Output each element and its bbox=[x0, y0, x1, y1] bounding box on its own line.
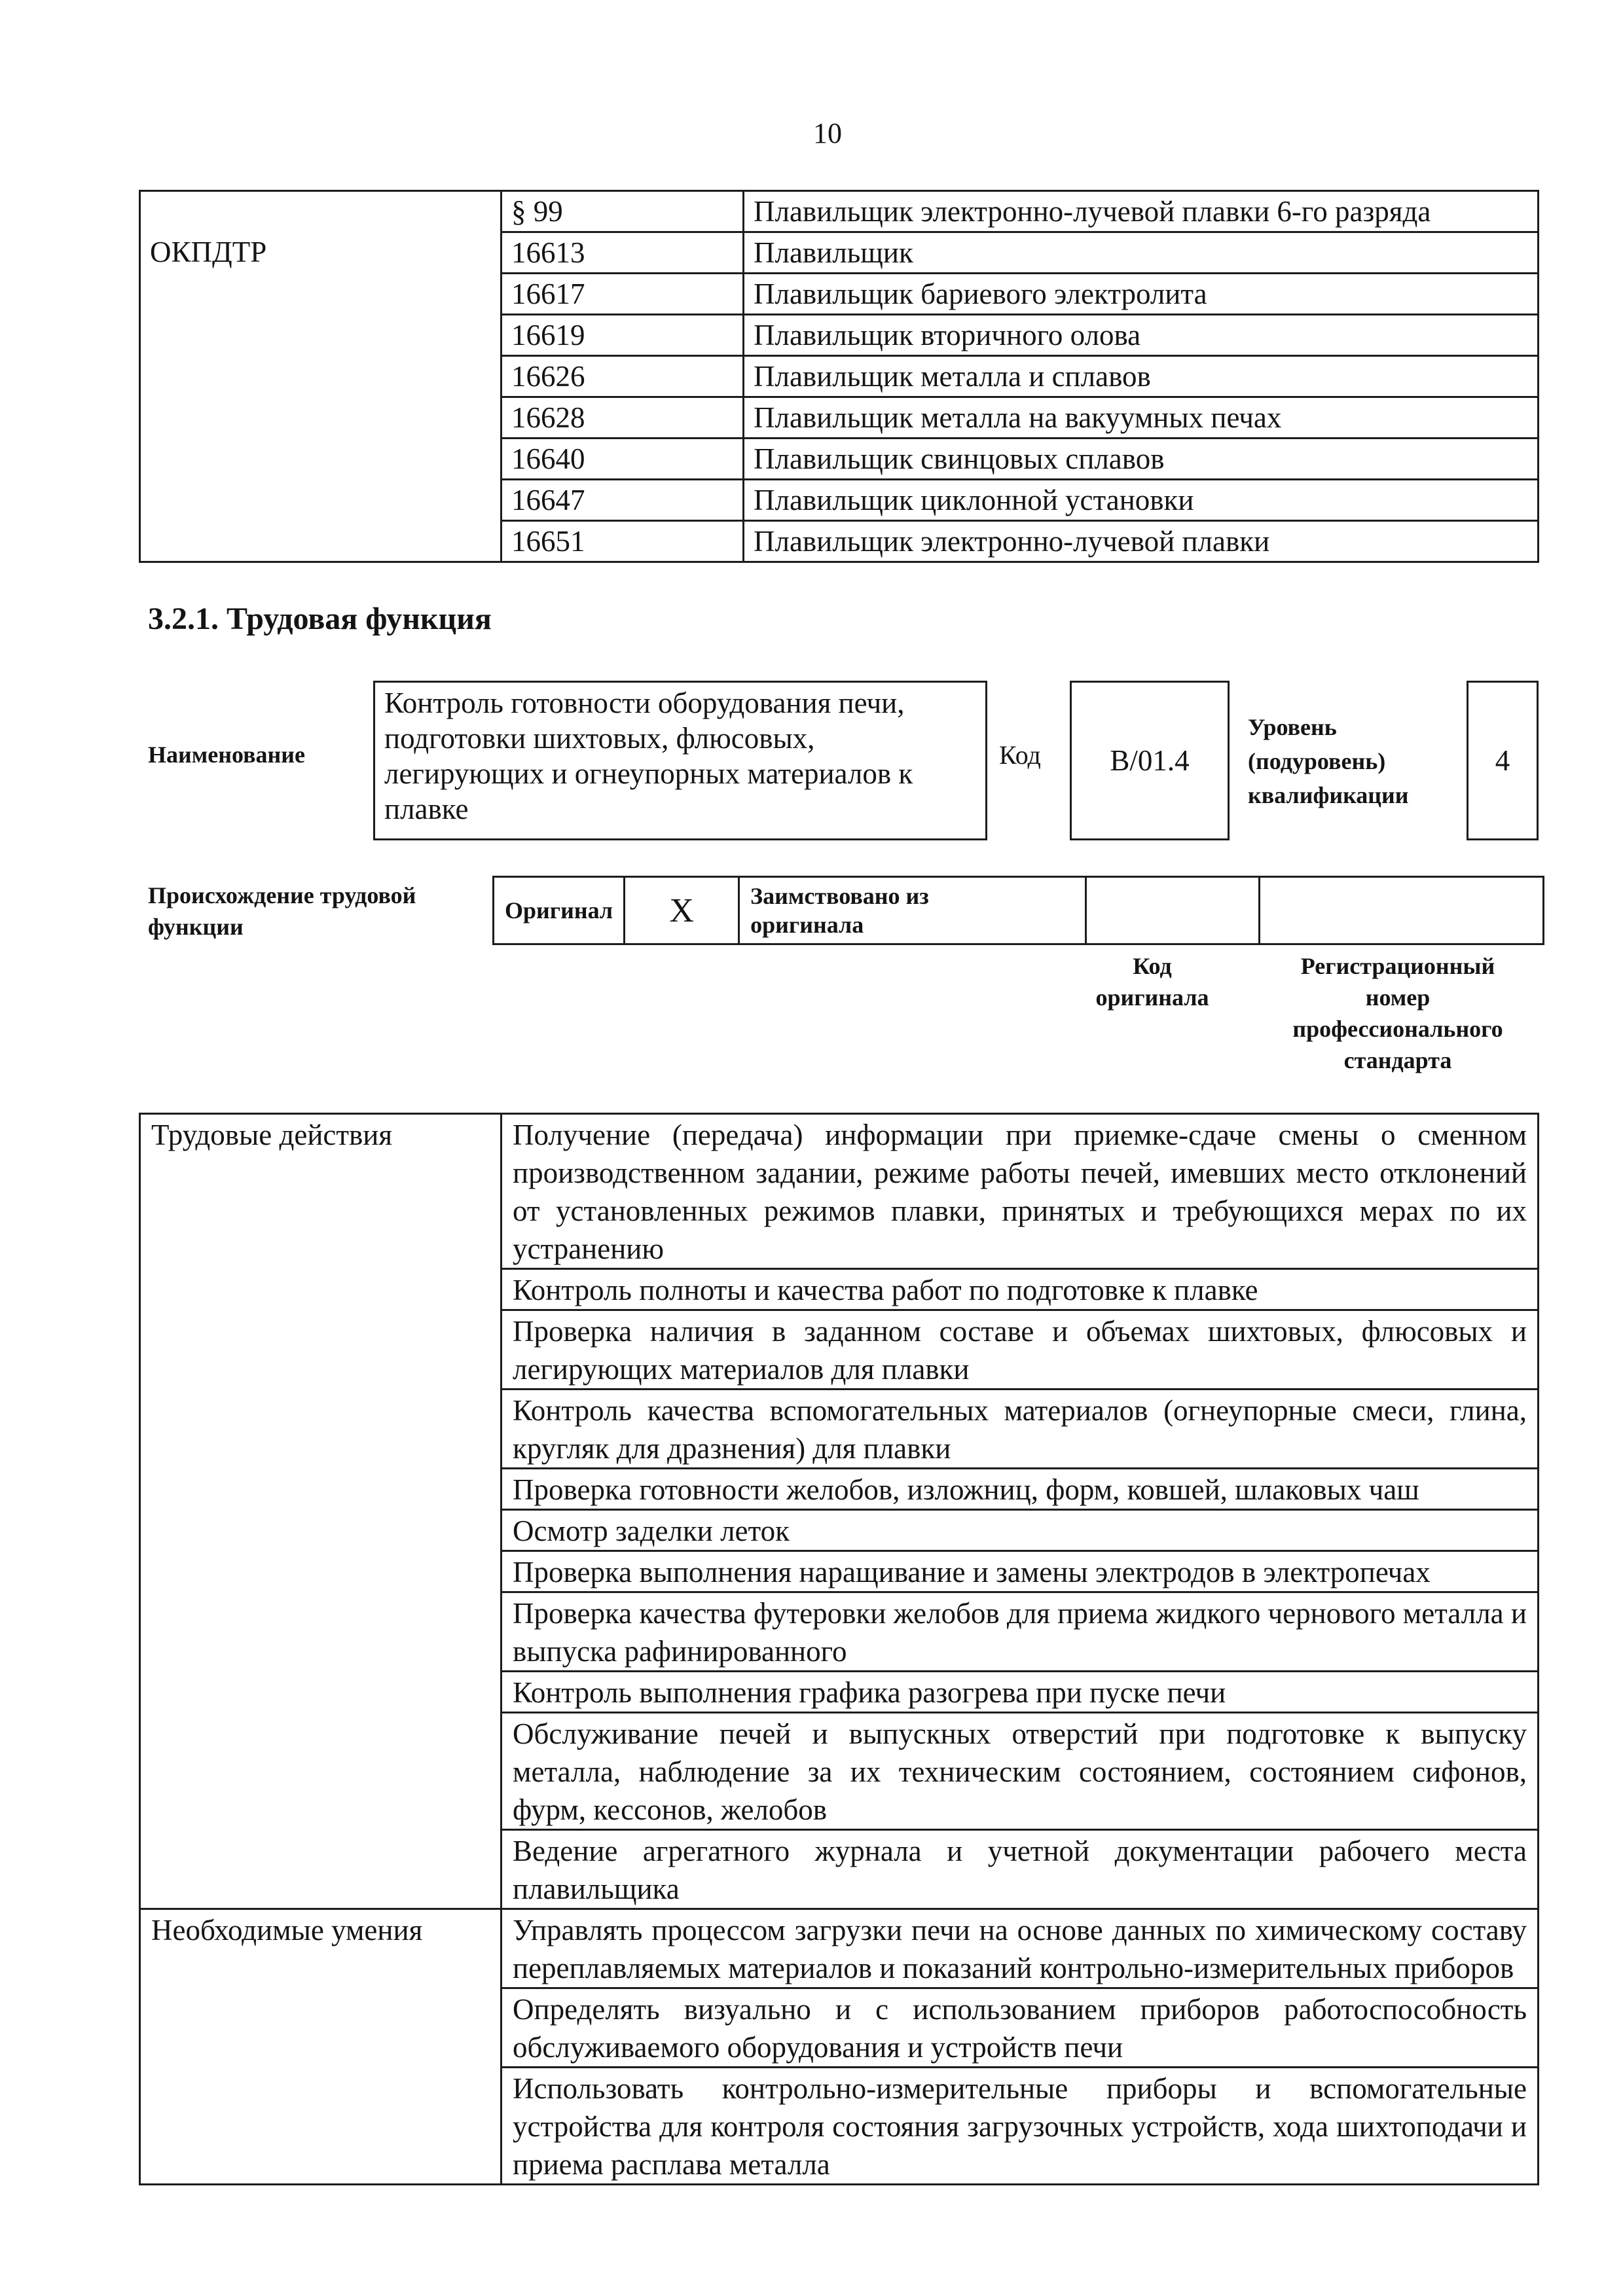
reg-number-cell bbox=[1260, 877, 1544, 944]
reg-number-label bbox=[1257, 950, 1539, 1076]
borrowed-label-line: оригинала bbox=[750, 912, 864, 938]
classifier-title-cell bbox=[744, 274, 1539, 315]
page-number: 10 bbox=[813, 117, 842, 149]
name-label: Наименование bbox=[148, 742, 305, 768]
classifier-table bbox=[139, 190, 1539, 563]
level-value: 4 bbox=[1495, 744, 1510, 777]
labour-action-text: Контроль качества вспомогательных материалов (огнеупорные смеси, глина, кругляк для дразнения) для плавки bbox=[513, 1394, 1527, 1465]
classifier-code: 16640 bbox=[511, 442, 585, 475]
classifier-code: 16651 bbox=[511, 525, 585, 558]
classifier-title-cell bbox=[744, 356, 1539, 397]
labour-action-cell bbox=[501, 1114, 1539, 1269]
classifier-code: 16617 bbox=[511, 278, 585, 310]
labour-action-text: Ведение агрегатного журнала и учетной документации рабочего места плавильщика bbox=[513, 1835, 1527, 1905]
labour-action-cell bbox=[501, 1390, 1539, 1469]
reg-number-line: номер bbox=[1365, 984, 1431, 1011]
borrowed-label-cell bbox=[739, 877, 1086, 944]
code-box bbox=[1070, 681, 1230, 840]
labour-action-text: Проверка наличия в заданном составе и объемах шихтовых, флюсовых и легирующих материалов для плавки bbox=[513, 1315, 1527, 1386]
classifier-code-cell bbox=[501, 397, 744, 439]
borrowed-label-line: Заимствовано из bbox=[750, 883, 929, 909]
classifier-group-label: ОКПДТР bbox=[150, 235, 267, 268]
classifier-title-cell bbox=[744, 521, 1539, 562]
classifier-code: 16619 bbox=[511, 319, 585, 351]
function-name-box bbox=[373, 681, 987, 840]
classifier-title: Плавильщик вторичного олова bbox=[754, 319, 1141, 351]
required-skill-row bbox=[140, 1909, 1539, 1988]
classifier-row bbox=[140, 191, 1539, 232]
origin-table bbox=[492, 876, 1544, 945]
required-skill-category-cell bbox=[140, 1909, 501, 2185]
classifier-code-cell bbox=[501, 521, 744, 562]
required-skill-cell bbox=[501, 1909, 1539, 1988]
classifier-title: Плавильщик циклонной установки bbox=[754, 484, 1194, 516]
classifier-title-cell bbox=[744, 232, 1539, 274]
classifier-code-cell bbox=[501, 480, 744, 521]
classifier-group-cell bbox=[140, 191, 501, 232]
labour-action-text: Обслуживание печей и выпускных отверстий при подготовке к выпуску металла, наблюдение за их техническим состоянием, состоянием сифонов, фурм, кессонов, желобов bbox=[513, 1717, 1527, 1826]
code-label: Код bbox=[999, 740, 1041, 770]
classifier-title-cell bbox=[744, 439, 1539, 480]
labour-action-text: Получение (передача) информации при приемке-сдаче смены о сменном производственном задании, режиме работы печей, имевших место отклонений от установленных режимов плавки, принятых и требующихся мерах по их устранению bbox=[513, 1119, 1527, 1265]
level-label-line: (подуровень) bbox=[1248, 748, 1386, 774]
labour-action-text: Осмотр заделки леток bbox=[513, 1515, 790, 1547]
labour-action-text: Проверка качества футеровки желобов для приема жидкого чернового металла и выпуска рафинированного bbox=[513, 1597, 1527, 1668]
classifier-title-cell bbox=[744, 480, 1539, 521]
classifier-code: 16613 bbox=[511, 236, 585, 269]
classifier-code-cell bbox=[501, 356, 744, 397]
origin-label bbox=[148, 880, 416, 942]
labour-action-cell bbox=[501, 1713, 1539, 1830]
classifier-title: Плавильщик металла на вакуумных печах bbox=[754, 401, 1282, 434]
classifier-code: 16628 bbox=[511, 401, 585, 434]
code-original-label bbox=[1074, 950, 1231, 1013]
labour-action-row bbox=[140, 1114, 1539, 1269]
reg-number-line: профессионального bbox=[1292, 1016, 1503, 1042]
section-heading: 3.2.1. Трудовая функция bbox=[148, 601, 492, 636]
code-original-line: Код bbox=[1133, 953, 1172, 979]
classifier-group-cell bbox=[140, 232, 501, 562]
labour-action-cell bbox=[501, 1269, 1539, 1310]
labour-action-cell bbox=[501, 1672, 1539, 1713]
original-label-cell bbox=[494, 877, 625, 944]
origin-label-line: функции bbox=[148, 914, 244, 940]
labour-action-text: Проверка готовности желобов, изложниц, форм, ковшей, шлаковых чаш bbox=[513, 1473, 1419, 1506]
labour-action-cell bbox=[501, 1830, 1539, 1909]
labour-action-text: Контроль полноты и качества работ по подготовке к плавке bbox=[513, 1274, 1258, 1306]
code-original-cell bbox=[1086, 877, 1260, 944]
classifier-title: Плавильщик электронно-лучевой плавки 6-го разряда bbox=[754, 195, 1431, 228]
labour-action-text: Проверка выполнения наращивание и замены электродов в электропечах bbox=[513, 1556, 1431, 1588]
reg-number-line: Регистрационный bbox=[1300, 953, 1495, 979]
level-label-line: квалификации bbox=[1248, 782, 1409, 808]
original-mark: X bbox=[669, 891, 694, 929]
required-skill-category-label: Необходимые умения bbox=[151, 1914, 423, 1946]
classifier-title: Плавильщик bbox=[754, 236, 913, 269]
level-label bbox=[1248, 710, 1409, 812]
code-value: B/01.4 bbox=[1110, 744, 1190, 777]
classifier-title: Плавильщик свинцовых сплавов bbox=[754, 442, 1165, 475]
required-skill-text: Управлять процессом загрузки печи на основе данных по химическому составу переплавляемых материалов и показаний контрольно-измерительных приборов bbox=[513, 1914, 1527, 1984]
classifier-title-cell bbox=[744, 315, 1539, 356]
classifier-code-cell bbox=[501, 274, 744, 315]
level-box bbox=[1467, 681, 1539, 840]
classifier-title-cell bbox=[744, 397, 1539, 439]
original-mark-cell bbox=[625, 877, 739, 944]
classifier-title: Плавильщик металла и сплавов bbox=[754, 360, 1151, 393]
code-original-line: оригинала bbox=[1095, 984, 1209, 1011]
classifier-title: Плавильщик электронно-лучевой плавки bbox=[754, 525, 1270, 558]
labour-action-text: Контроль выполнения графика разогрева при пуске печи bbox=[513, 1676, 1226, 1709]
required-skill-cell bbox=[501, 2068, 1539, 2185]
labour-action-cell bbox=[501, 1592, 1539, 1672]
function-name-value: Контроль готовности оборудования печи, подготовки шихтовых, флюсовых, легирующих и огнеупорных материалов к плавке bbox=[384, 687, 913, 825]
actions-skills-table bbox=[139, 1113, 1539, 2185]
classifier-row bbox=[140, 232, 1539, 274]
labour-action-cell bbox=[501, 1551, 1539, 1592]
classifier-code-cell bbox=[501, 439, 744, 480]
origin-label-line: Происхождение трудовой bbox=[148, 882, 416, 908]
classifier-code: 16647 bbox=[511, 484, 585, 516]
required-skill-text: Определять визуально и с использованием приборов работоспособность обслуживаемого оборудования и устройств печи bbox=[513, 1993, 1527, 2064]
labour-action-category-cell bbox=[140, 1114, 501, 1909]
reg-number-line: стандарта bbox=[1343, 1047, 1452, 1073]
classifier-code: 16626 bbox=[511, 360, 585, 393]
original-label: Оригинал bbox=[505, 897, 613, 924]
labour-action-category-label: Трудовые действия bbox=[151, 1119, 393, 1151]
level-label-line: Уровень bbox=[1248, 714, 1337, 740]
classifier-code-cell bbox=[501, 191, 744, 232]
labour-action-cell bbox=[501, 1310, 1539, 1390]
classifier-code-cell bbox=[501, 315, 744, 356]
required-skill-text: Использовать контрольно-измерительные приборы и вспомогательные устройства для контроля состояния загрузочных устройств, хода шихтоподачи и приема расплава металла bbox=[513, 2072, 1527, 2181]
classifier-code: § 99 bbox=[511, 195, 563, 228]
classifier-code-cell bbox=[501, 232, 744, 274]
labour-action-cell bbox=[501, 1510, 1539, 1551]
labour-action-cell bbox=[501, 1469, 1539, 1510]
classifier-title-cell bbox=[744, 191, 1539, 232]
classifier-title: Плавильщик бариевого электролита bbox=[754, 278, 1207, 310]
required-skill-cell bbox=[501, 1988, 1539, 2068]
